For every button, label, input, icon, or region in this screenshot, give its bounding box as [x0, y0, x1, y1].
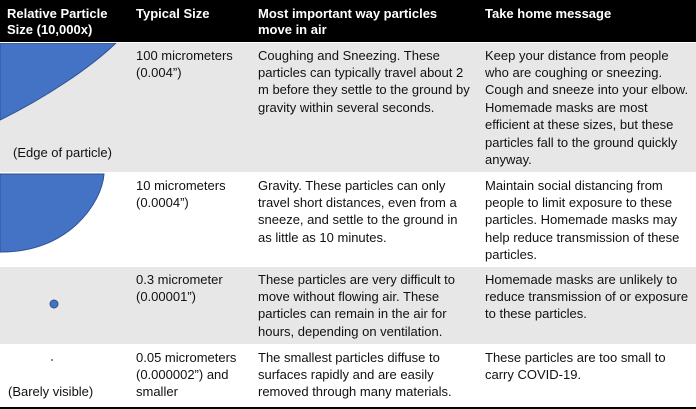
- take-home-cell: Homemade masks are unlikely to reduce transmission of or exposure to these particles.: [478, 266, 696, 344]
- table-row: [0, 172, 696, 266]
- movement-cell: Gravity. These particles can only travel short distances, even from a sneeze, and settle to the ground in as little as 10 minutes.: [251, 172, 478, 266]
- typical-size-cell: 10 micrometers (0.0004”): [129, 172, 251, 266]
- particle-edge-label: (Edge of particle): [13, 145, 112, 161]
- medium-particle-shape: [0, 174, 104, 252]
- particle-visual-cell: [0, 172, 129, 266]
- tiny-particle-dot: [51, 359, 53, 361]
- barely-visible-label: (Barely visible): [8, 383, 94, 399]
- table-row: [0, 42, 696, 172]
- take-home-cell: These particles are too small to carry COVID-19.: [478, 344, 696, 408]
- header-relative-size: Relative Particle Size (10,000x): [7, 6, 108, 37]
- large-particle-edge-shape: [0, 43, 116, 120]
- movement-cell: Coughing and Sneezing. These particles can typically travel about 2 m before they settle to the ground by gravity within several seconds.: [251, 42, 478, 172]
- take-home-cell: Maintain social distancing from people to limit exposure to these particles. Homemade masks may help reduce transmission of these particles.: [478, 172, 696, 266]
- particle-visual-cell: [0, 344, 129, 408]
- typical-size-cell: 0.05 micrometers (0.000002”) and smaller: [129, 344, 251, 408]
- particle-visual-cell: [0, 42, 129, 172]
- typical-size-cell: 0.3 micrometer (0.00001”): [129, 266, 251, 344]
- take-home-cell: Keep your distance from people who are coughing or sneezing. Cough and sneeze into your elbow. Homemade masks are most efficient at these sizes, but these particles fall to the ground quickly anyway.: [478, 42, 696, 172]
- header-typical-size: Typical Size: [136, 6, 210, 21]
- header-movement: Most important way particles move in air: [258, 6, 438, 37]
- particle-10um-graphic: [0, 173, 129, 265]
- table-row: [0, 266, 696, 344]
- small-particle-dot: [50, 300, 58, 308]
- movement-cell: The smallest particles diffuse to surfaces rapidly and are easily removed through many materials.: [251, 344, 478, 408]
- particle-0-3um-graphic: [0, 267, 129, 345]
- header-row: [0, 0, 696, 42]
- header-take-home: Take home message: [485, 6, 612, 21]
- table-row: [0, 344, 696, 408]
- movement-cell: These particles are very difficult to move without flowing air. These particles can remain in the air for hours, depending on ventilation.: [251, 266, 478, 344]
- particle-visual-cell: [0, 266, 129, 344]
- typical-size-cell: 100 micrometers (0.004”): [129, 42, 251, 172]
